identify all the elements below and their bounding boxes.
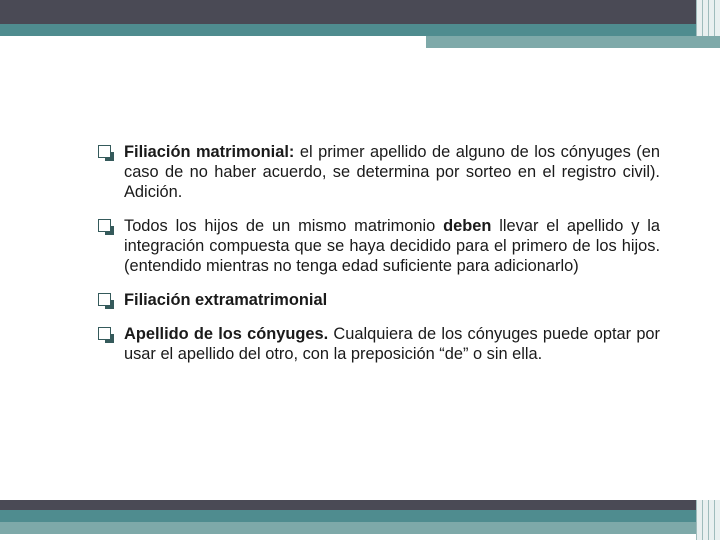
list-item-apellido-conyuges — [98, 324, 660, 364]
item-heading: Apellido de los cónyuges. — [124, 325, 329, 343]
slide-content — [98, 142, 660, 364]
top-light-teal-band — [426, 36, 720, 48]
item-heading: Filiación matrimonial: — [124, 143, 295, 161]
item-text-post: llevar el apellido y la integración compuesta que se haya decidido para el primero de los hijos. (entendido mientras no tenga edad suficiente para adicionarlo) — [124, 217, 660, 275]
list-item-filiacion-extramatrimonial — [98, 290, 660, 310]
item-text: el primer apellido de alguno de los cónyuges (en caso de no haber acuerdo, se determina por sorteo en el registro civil). Adición. — [124, 143, 660, 201]
square-bullet-icon — [98, 145, 111, 158]
top-teal-band — [0, 24, 696, 36]
item-heading: Filiación extramatrimonial — [124, 291, 328, 309]
item-emphasis: deben — [443, 217, 492, 235]
bottom-dark-band — [0, 500, 696, 510]
bottom-right-stripes — [696, 500, 720, 540]
top-dark-band — [0, 0, 696, 24]
item-text-pre: Todos los hijos de un mismo matrimonio — [124, 217, 444, 235]
list-item-filiacion-matrimonial — [98, 142, 660, 202]
square-bullet-icon — [98, 219, 111, 232]
square-bullet-icon — [98, 327, 111, 340]
list-item-todos-los-hijos — [98, 216, 660, 276]
bottom-teal-band — [0, 510, 696, 522]
bottom-light-teal-band — [0, 522, 696, 534]
square-bullet-icon — [98, 293, 111, 306]
item-text: Cualquiera de los cónyuges puede optar por usar el apellido del otro, con la preposición “de” o sin ella. — [124, 325, 661, 363]
top-right-stripes — [696, 0, 720, 36]
